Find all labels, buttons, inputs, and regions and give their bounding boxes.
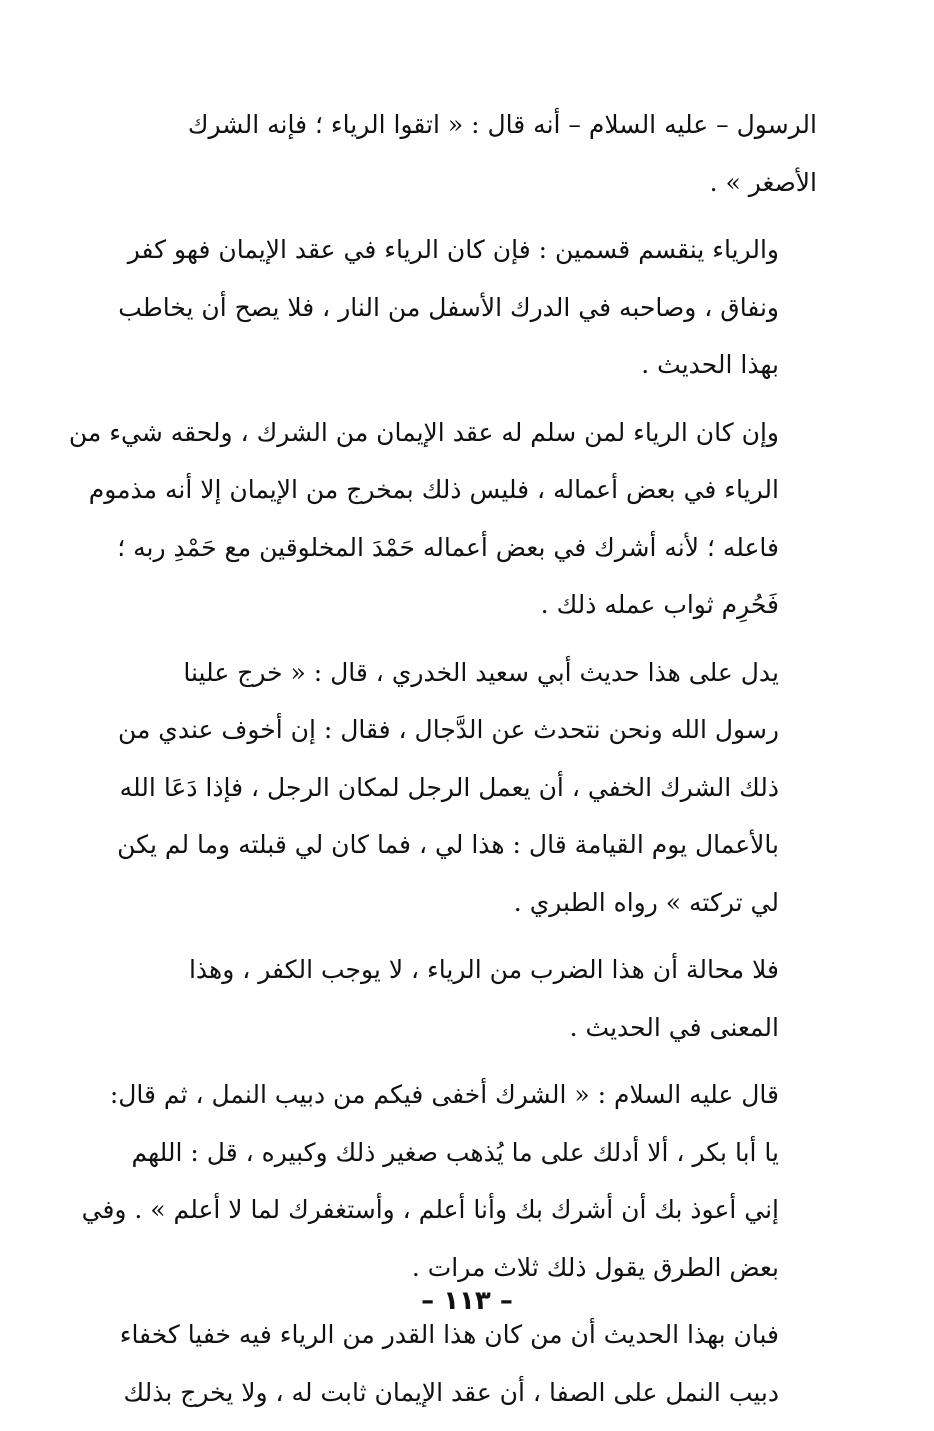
- text-line: فَحُرِم ثواب عمله ذلك .: [540, 590, 779, 619]
- text-line: والرياء ينقسم قسمين : فإن كان الرياء في عقد الإيمان فهو كفر: [127, 235, 779, 264]
- text-line: فلا محالة أن هذا الضرب من الرياء ، لا يوجب الكفر ، وهذا: [188, 955, 779, 984]
- paragraph-3: [68, 404, 817, 634]
- text-line: الأصغر » .: [709, 167, 817, 197]
- text-line: الرسول – عليه السلام – أنه قال : « اتقوا الرياء ؛ فإنه الشرك: [187, 110, 817, 139]
- text-line: الرياء في بعض أعماله ، فليس ذلك بمخرج من الإيمان إلا أنه مذموم: [88, 475, 779, 504]
- paragraph-2: [118, 221, 817, 394]
- paragraph-5: [133, 941, 817, 1056]
- text-line: بعض الطرق يقول ذلك ثلاث مرات .: [411, 1252, 779, 1282]
- paragraph-6: [81, 1066, 817, 1296]
- text-line: المعنى في الحديث .: [569, 1012, 779, 1042]
- text-line: إني أعوذ بك أن أشرك بك وأنا أعلم ، وأستغفرك لما لا أعلم » . وفي: [81, 1195, 779, 1224]
- text-line: فبان بهذا الحديث أن من كان هذا القدر من الرياء فيه خفيا كخفاء: [119, 1320, 779, 1349]
- text-line: يا أبا بكر ، ألا أدلك على ما يُذهب صغير ذلك وكبيره ، قل : اللهم: [131, 1137, 779, 1167]
- text-line: يدل على هذا حديث أبي سعيد الخدري ، قال : « خرج علينا: [183, 657, 779, 687]
- paragraph-4: [117, 644, 817, 932]
- text-line: رسول الله ونحن نتحدث عن الدَّجال ، فقال : إن أخوف عندي من: [117, 715, 779, 744]
- page-number: – ١١٣ –: [421, 1286, 513, 1316]
- paragraph-7: [119, 1306, 817, 1421]
- text-line: ذلك الشرك الخفي ، أن يعمل الرجل لمكان الرجل ، فإذا دَعَا الله: [119, 772, 779, 802]
- text-line: قال عليه السلام : « الشرك أخفى فيكم من دبيب النمل ، ثم قال:: [109, 1080, 779, 1109]
- text-line: ونفاق ، وصاحبه في الدرك الأسفل من النار ، فلا يصح أن يخاطب: [118, 292, 779, 322]
- text-line: وإن كان الرياء لمن سلم له عقد الإيمان من الشرك ، ولحقه شيء من: [68, 417, 779, 447]
- page-body: [68, 96, 817, 1431]
- paragraph-1: [133, 96, 817, 211]
- text-line: فاعله ؛ لأنه أشرك في بعض أعماله حَمْدَ المخلوقين مع حَمْدِ ربه ؛: [117, 532, 779, 562]
- text-line: بالأعمال يوم القيامة قال : هذا لي ، فما كان لي قبلته وما لم يكن: [117, 830, 779, 859]
- text-line: بهذا الحديث .: [641, 350, 779, 379]
- text-line: لي تركته » رواه الطبري .: [513, 887, 779, 917]
- text-line: دبيب النمل على الصفا ، أن عقد الإيمان ثابت له ، ولا يخرج بذلك: [123, 1377, 779, 1407]
